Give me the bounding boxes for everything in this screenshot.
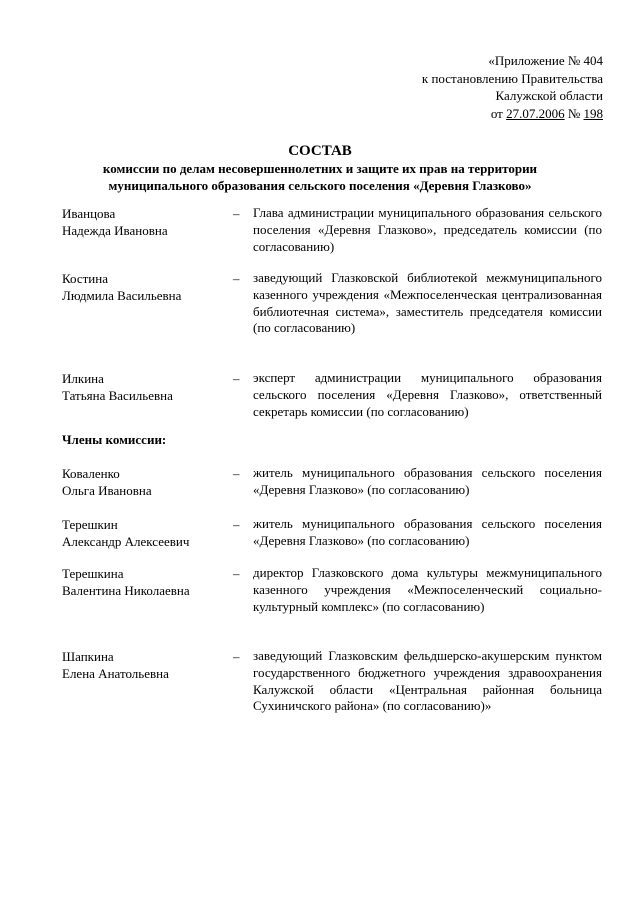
annex-date: 27.07.2006 bbox=[506, 105, 565, 121]
person-given-name: Надежда Ивановна bbox=[62, 223, 168, 238]
person-name bbox=[62, 516, 227, 550]
annex-date-line bbox=[422, 105, 603, 123]
document-subtitle bbox=[90, 160, 550, 194]
person-name bbox=[62, 648, 227, 682]
person-role: заведующий Глазковским фельдшерско-акушерским пунктом государственного бюджетного учреждения здравоохранения Калужской области «Центральная районная больница Сухиничского района» (по согласованию)» bbox=[253, 648, 602, 714]
dash-separator: – bbox=[233, 466, 240, 481]
person-name bbox=[62, 370, 227, 404]
person-role: эксперт администрации муниципального образования сельского поселения «Деревня Глазково», ответственный секретарь комиссии (по согласованию) bbox=[253, 370, 602, 419]
dash-separator: – bbox=[233, 271, 240, 286]
dash-separator: – bbox=[233, 566, 240, 581]
annex-line-1: «Приложение № 404 bbox=[488, 53, 603, 68]
person-given-name: Александр Алексеевич bbox=[62, 534, 190, 549]
person-surname: Иванцова bbox=[62, 206, 116, 221]
annex-line-2: к постановлению Правительства bbox=[421, 70, 603, 86]
dash-separator: – bbox=[233, 649, 240, 664]
subtitle-line-2: муниципального образования сельского поселения «Деревня Глазково» bbox=[108, 178, 532, 193]
person-name bbox=[62, 565, 227, 599]
annex-number-sign: № bbox=[564, 105, 584, 121]
dash-separator: – bbox=[233, 371, 240, 386]
person-name bbox=[62, 465, 227, 499]
person-surname: Илкина bbox=[62, 371, 104, 386]
dash-separator: – bbox=[233, 517, 240, 532]
dash-separator: – bbox=[233, 206, 240, 221]
subtitle-line-1: комиссии по делам несовершеннолетних и защите их прав на территории bbox=[102, 161, 538, 176]
person-surname: Терешкина bbox=[62, 566, 124, 581]
person-role: директор Глазковского дома культуры межмуниципального казенного учреждения «Межпоселенческий социально-культурный комплекс» (по согласованию) bbox=[253, 565, 602, 614]
annex-line-3: Калужской области bbox=[495, 88, 603, 103]
person-surname: Шапкина bbox=[62, 649, 114, 664]
person-given-name: Ольга Ивановна bbox=[62, 483, 152, 498]
person-name bbox=[62, 205, 227, 239]
person-given-name: Людмила Васильевна bbox=[62, 288, 182, 303]
person-role: Глава администрации муниципального образования сельского поселения «Деревня Глазково», председатель комиссии (по согласованию) bbox=[253, 205, 602, 254]
person-role: заведующий Глазковской библиотекой межмуниципального казенного учреждения «Межпоселенческая централизованная библиотечная система», заместитель председателя комиссии (по согласованию) bbox=[253, 270, 602, 336]
members-heading: Члены комиссии: bbox=[62, 432, 167, 447]
annex-number: 198 bbox=[583, 105, 603, 121]
person-role: житель муниципального образования сельского поселения «Деревня Глазково» (по согласованию) bbox=[253, 465, 602, 497]
person-role: житель муниципального образования сельского поселения «Деревня Глазково» (по согласованию) bbox=[253, 516, 602, 548]
person-given-name: Елена Анатольевна bbox=[62, 666, 169, 681]
person-given-name: Татьяна Васильевна bbox=[62, 388, 173, 403]
annex-header bbox=[422, 52, 603, 122]
person-name bbox=[62, 270, 227, 304]
document-title: СОСТАВ bbox=[288, 143, 352, 159]
annex-date-prefix: от bbox=[490, 105, 507, 121]
person-surname: Коваленко bbox=[62, 466, 120, 481]
person-given-name: Валентина Николаевна bbox=[62, 583, 190, 598]
person-surname: Терешкин bbox=[62, 517, 118, 532]
person-surname: Костина bbox=[62, 271, 108, 286]
